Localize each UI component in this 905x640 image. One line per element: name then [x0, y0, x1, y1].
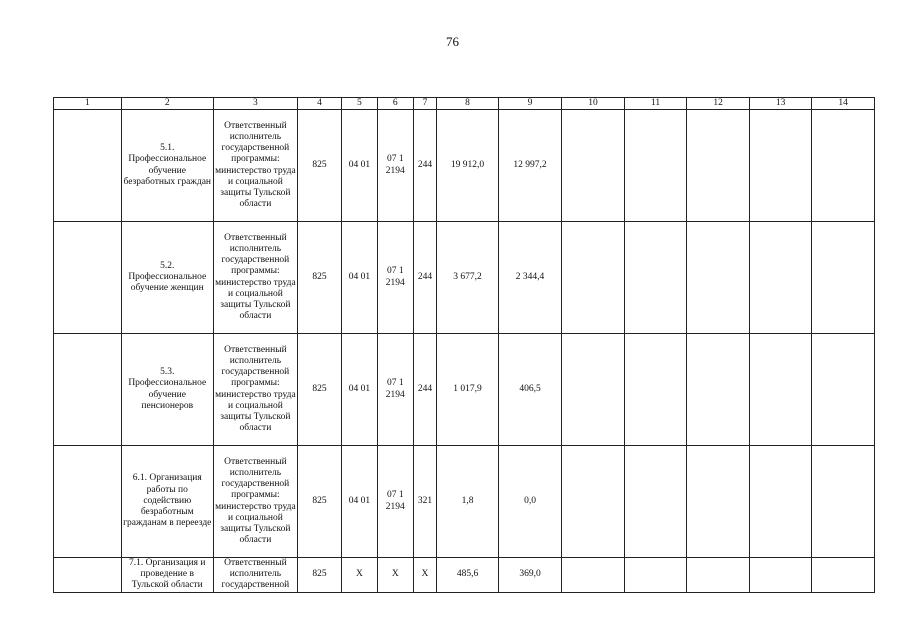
amount-col9: 2 344,4: [498, 222, 562, 334]
col-header: 9: [498, 98, 562, 110]
rzpr-code: 04 01: [341, 446, 377, 558]
cell-empty: [562, 222, 625, 334]
col-header: 1: [54, 98, 122, 110]
cell-empty: [812, 446, 875, 558]
activity-name: 5.3. Профессиональное обучение пенсионеров: [121, 334, 213, 446]
responsible-executor: Ответственный исполнитель государственной программы: министерство труда и социальной защиты Тульской области: [213, 334, 297, 446]
amount-col8: 3 677,2: [437, 222, 498, 334]
amount-col8: 485,6: [437, 558, 498, 593]
amount-col9: 0,0: [498, 446, 562, 558]
col-header: 5: [341, 98, 377, 110]
activity-name: 6.1. Организация работы по содействию безработным гражданам в переезде: [121, 446, 213, 558]
activity-name: 5.2. Профессиональное обучение женщин: [121, 222, 213, 334]
cell-empty: [749, 334, 812, 446]
vr-code: Х: [413, 558, 437, 593]
csr-code: 07 1 2194: [377, 446, 413, 558]
col-header: 4: [297, 98, 341, 110]
amount-col9: 12 997,2: [498, 110, 562, 222]
page-number: 76: [446, 34, 459, 49]
amount-col9: 369,0: [498, 558, 562, 593]
col-header: 8: [437, 98, 498, 110]
cell-empty: [624, 334, 687, 446]
cell-empty: [562, 446, 625, 558]
amount-col8: 19 912,0: [437, 110, 498, 222]
table-row: [54, 222, 875, 334]
header-row: [54, 98, 875, 110]
responsible-executor: Ответственный исполнитель государственной программы: министерство труда и социальной защиты Тульской области: [213, 446, 297, 558]
cell-empty: [54, 222, 122, 334]
grbs-code: 825: [297, 558, 341, 593]
amount-col8: 1,8: [437, 446, 498, 558]
col-header: 3: [213, 98, 297, 110]
grbs-code: 825: [297, 222, 341, 334]
cell-empty: [562, 110, 625, 222]
cell-empty: [812, 558, 875, 593]
col-header: 13: [749, 98, 812, 110]
table-row: [54, 110, 875, 222]
cell-empty: [687, 110, 750, 222]
csr-code: Х: [377, 558, 413, 593]
col-header: 6: [377, 98, 413, 110]
amount-col9: 406,5: [498, 334, 562, 446]
grbs-code: 825: [297, 334, 341, 446]
table-row: [54, 558, 875, 593]
activity-name: 7.1. Организация и проведение в Тульской области: [121, 558, 213, 593]
vr-code: 244: [413, 334, 437, 446]
table-row: [54, 446, 875, 558]
cell-empty: [54, 110, 122, 222]
grbs-code: 825: [297, 446, 341, 558]
cell-empty: [687, 446, 750, 558]
vr-code: 244: [413, 222, 437, 334]
grbs-code: 825: [297, 110, 341, 222]
csr-code: 07 1 2194: [377, 334, 413, 446]
col-header: 2: [121, 98, 213, 110]
vr-code: 244: [413, 110, 437, 222]
col-header: 12: [687, 98, 750, 110]
col-header: 10: [562, 98, 625, 110]
cell-empty: [687, 222, 750, 334]
col-header: 14: [812, 98, 875, 110]
cell-empty: [54, 334, 122, 446]
cell-empty: [812, 334, 875, 446]
cell-empty: [749, 110, 812, 222]
cell-empty: [562, 558, 625, 593]
cell-empty: [749, 446, 812, 558]
col-header: 7: [413, 98, 437, 110]
col-header: 11: [624, 98, 687, 110]
cell-empty: [54, 446, 122, 558]
rzpr-code: 04 01: [341, 110, 377, 222]
cell-empty: [54, 558, 122, 593]
cell-empty: [624, 558, 687, 593]
rzpr-code: Х: [341, 558, 377, 593]
cell-empty: [624, 446, 687, 558]
responsible-executor: Ответственный исполнитель государственной: [213, 558, 297, 593]
activity-name: 5.1. Профессиональное обучение безработных граждан: [121, 110, 213, 222]
cell-empty: [687, 334, 750, 446]
csr-code: 07 1 2194: [377, 110, 413, 222]
cell-empty: [812, 222, 875, 334]
cell-empty: [812, 110, 875, 222]
amount-col8: 1 017,9: [437, 334, 498, 446]
vr-code: 321: [413, 446, 437, 558]
cell-empty: [562, 334, 625, 446]
cell-empty: [749, 558, 812, 593]
cell-empty: [749, 222, 812, 334]
rzpr-code: 04 01: [341, 222, 377, 334]
rzpr-code: 04 01: [341, 334, 377, 446]
table-row: [54, 334, 875, 446]
budget-table: [53, 97, 875, 593]
responsible-executor: Ответственный исполнитель государственной программы: министерство труда и социальной защиты Тульской области: [213, 110, 297, 222]
cell-empty: [687, 558, 750, 593]
cell-empty: [624, 222, 687, 334]
csr-code: 07 1 2194: [377, 222, 413, 334]
cell-empty: [624, 110, 687, 222]
responsible-executor: Ответственный исполнитель государственной программы: министерство труда и социальной защиты Тульской области: [213, 222, 297, 334]
